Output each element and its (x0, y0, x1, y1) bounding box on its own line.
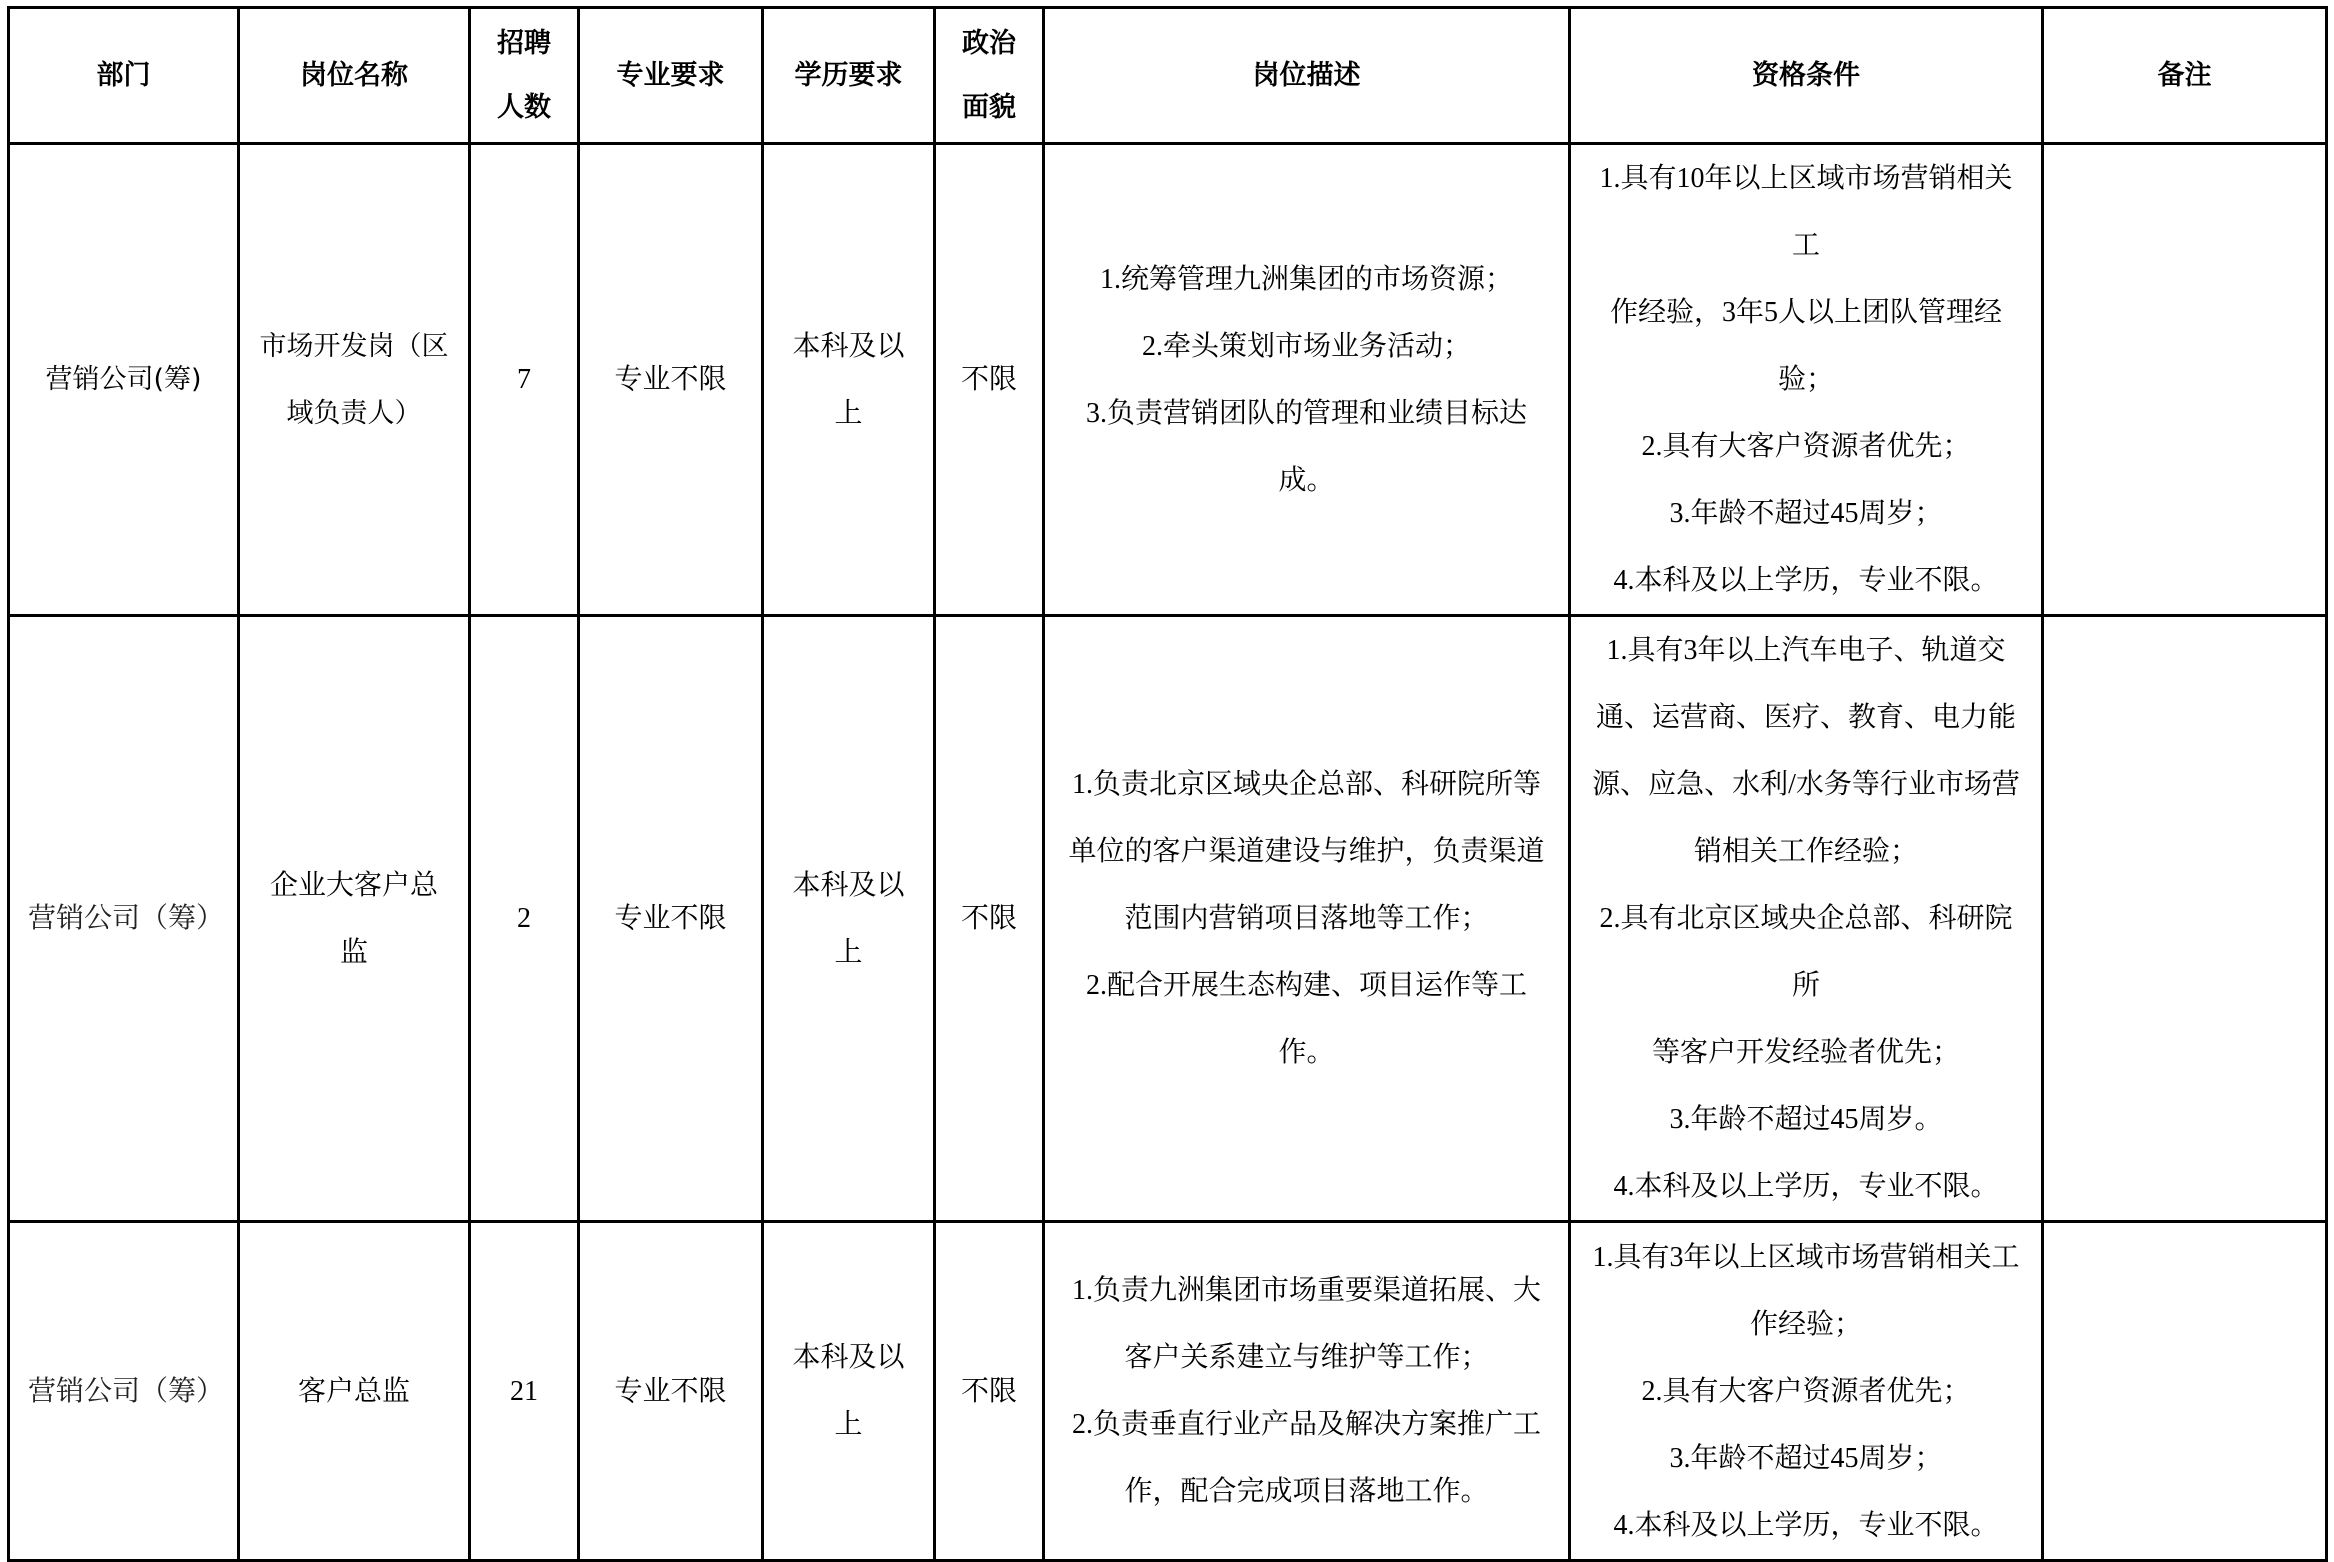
qualification-line: 3.年龄不超过45周岁； (1669, 1442, 1943, 1474)
qualification-line: 2.具有大客户资源者优先； (1641, 1375, 1971, 1407)
qualification-line: 源、应急、水利/水务等行业市场营 (1592, 769, 2020, 800)
qualification-line: 通、运营商、医疗、教育、电力能 (1595, 702, 2016, 733)
recruitment-table (7, 6, 2328, 1562)
qualification-line: 验； (1777, 364, 1834, 395)
header-qualifications: 资格条件 (1570, 8, 2043, 144)
qualification-line: 1.具有10年以上区域市场营销相关工 (1599, 163, 2013, 261)
description-line: 1.统筹管理九洲集团的市场资源； (1099, 263, 1513, 295)
description-line: 单位的客户渠道建设与维护，负责渠道 (1068, 836, 1545, 867)
qualification-line: 3.年龄不超过45周岁。 (1669, 1104, 1943, 1135)
header-row (9, 8, 2327, 144)
header-political-line1: 政治 (962, 27, 1016, 59)
description-line: 客户关系建立与维护等工作； (1124, 1342, 1489, 1373)
cell-qualifications (1570, 144, 2043, 616)
description-line: 2.牵头策划市场业务活动； (1141, 330, 1471, 362)
description-line: 1.负责北京区域央企总部、科研院所等 (1071, 769, 1541, 800)
qualification-line: 2.具有北京区域央企总部、科研院所 (1599, 903, 2013, 1001)
cell-description (1044, 144, 1570, 616)
cell-political: 不限 (935, 616, 1044, 1222)
header-political-line2: 面貌 (962, 91, 1016, 123)
cell-position-line: 域负责人） (286, 397, 422, 429)
header-education: 学历要求 (763, 8, 935, 144)
description-line: 1.负责九洲集团市场重要渠道拓展、大 (1071, 1275, 1541, 1306)
header-department: 部门 (9, 8, 239, 144)
cell-department: 营销公司（筹） (9, 1222, 239, 1561)
cell-headcount: 2 (470, 616, 579, 1222)
cell-qualifications (1570, 1222, 2043, 1561)
qualification-line: 销相关工作经验； (1693, 836, 1918, 867)
description-line: 范围内营销项目落地等工作； (1124, 903, 1489, 934)
cell-department: 营销公司(筹) (9, 144, 239, 616)
qualification-line: 4.本科及以上学历，专业不限。 (1613, 1509, 1999, 1541)
cell-qualifications (1570, 616, 2043, 1222)
cell-remarks (2043, 144, 2327, 616)
table-row (9, 144, 2327, 616)
qualification-line: 3.年龄不超过45周岁； (1669, 498, 1943, 529)
cell-education: 本科及以上 (763, 1222, 935, 1561)
cell-major: 专业不限 (579, 616, 763, 1222)
description-line: 成。 (1278, 464, 1335, 496)
table-row (9, 616, 2327, 1222)
header-major: 专业要求 (579, 8, 763, 144)
qualification-line: 作经验； (1749, 1308, 1862, 1340)
header-headcount-line1: 招聘 (497, 27, 551, 59)
header-description: 岗位描述 (1044, 8, 1570, 144)
cell-political: 不限 (935, 144, 1044, 616)
qualification-line: 4.本科及以上学历，专业不限。 (1613, 1171, 1999, 1202)
header-headcount (470, 8, 579, 144)
cell-position-line: 市场开发岗（区 (259, 330, 449, 362)
cell-remarks (2043, 616, 2327, 1222)
header-headcount-line2: 人数 (497, 91, 551, 123)
description-line: 2.负责垂直行业产品及解决方案推广工 (1071, 1409, 1541, 1440)
cell-major: 专业不限 (579, 144, 763, 616)
cell-description (1044, 1222, 1570, 1561)
cell-description (1044, 616, 1570, 1222)
cell-position: 企业大客户总监 (239, 616, 470, 1222)
cell-education: 本科及以上 (763, 616, 935, 1222)
qualification-line: 4.本科及以上学历，专业不限。 (1613, 565, 1999, 596)
description-line: 作，配合完成项目落地工作。 (1124, 1476, 1489, 1507)
cell-headcount: 7 (470, 144, 579, 616)
cell-major: 专业不限 (579, 1222, 763, 1561)
cell-remarks (2043, 1222, 2327, 1561)
qualification-line: 1.具有3年以上汽车电子、轨道交 (1606, 635, 2006, 666)
qualification-line: 等客户开发经验者优先； (1651, 1037, 1960, 1068)
header-remarks: 备注 (2043, 8, 2327, 144)
cell-political: 不限 (935, 1222, 1044, 1561)
description-line: 作。 (1278, 1037, 1335, 1068)
description-line: 3.负责营销团队的管理和业绩目标达 (1085, 397, 1527, 429)
cell-position: 客户总监 (239, 1222, 470, 1561)
header-political (935, 8, 1044, 144)
table-row (9, 1222, 2327, 1561)
header-position: 岗位名称 (239, 8, 470, 144)
qualification-line: 作经验，3年5人以上团队管理经 (1609, 297, 2002, 328)
qualification-line: 2.具有大客户资源者优先； (1641, 431, 1971, 462)
cell-position (239, 144, 470, 616)
cell-education: 本科及以上 (763, 144, 935, 616)
qualification-line: 1.具有3年以上区域市场营销相关工 (1592, 1241, 2020, 1273)
cell-headcount: 21 (470, 1222, 579, 1561)
description-line: 2.配合开展生态构建、项目运作等工 (1085, 970, 1527, 1001)
cell-department: 营销公司（筹） (9, 616, 239, 1222)
